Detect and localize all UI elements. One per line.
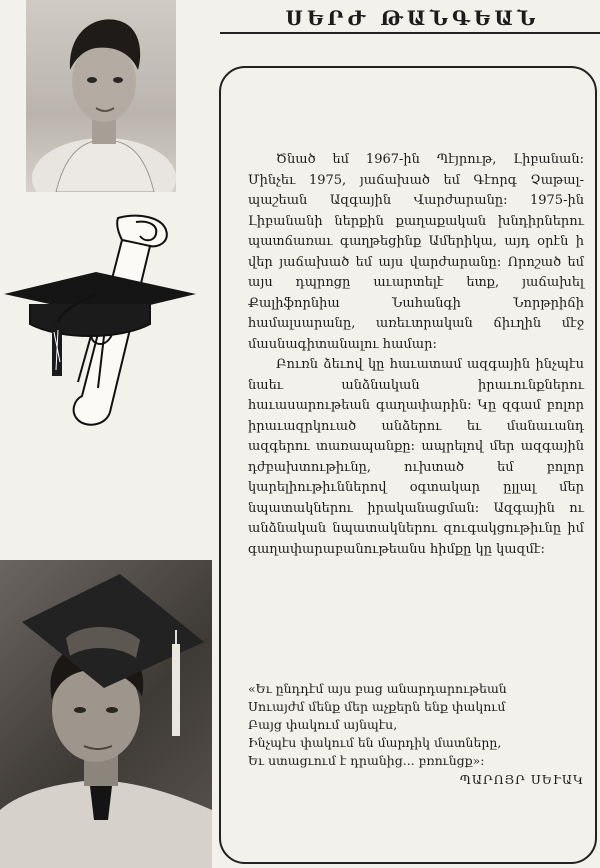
- poem-line: «Եւ ընդդէմ այս բաց անարդարութեան: [248, 681, 507, 696]
- poem-line: Բայց փակում այնպէս,: [248, 717, 398, 732]
- header-divider: [220, 32, 600, 34]
- graduation-portrait-photo: [0, 560, 212, 868]
- childhood-portrait-photo: [26, 0, 176, 192]
- page-title: ՍԵՐԺ ԹԱՆԳԵԱՆ: [285, 6, 540, 30]
- childhood-portrait-figure: [26, 0, 176, 192]
- bio-text: [248, 150, 584, 560]
- bio-paragraph: Բուռն ձեւով կը հաւատամ ազգային ինչպէս նաեւ անձնական իրաւունքներու հաւասարութեան գաղափարին: Կը զգամ բոլոր իրաւազրկուած անձերու եւ մանաւանդ ազգերու տառապանքը: ապրելով մեր ազգային դժբախտութիւնը, ուխտած եմ բոլոր կարելիութիւններով օգտակար ըլլալ մեր նպատակներու իրականացման: Ազգային ու անձնական նպատակներու զուգակցութիւնը իմ գաղափարաբանութեանս հիմքը կը կազմէ:: [248, 357, 584, 557]
- poem-author: ՊԱՐՈՅՐ ՍԵՒԱԿ: [459, 772, 584, 787]
- bio-paragraph: Ծնած եմ 1967-ին Պէյրութ, Լիբանան: Մինչեւ 1975, յաճախած եմ Գէորգ Չաթալ-պաշեան Ազգային Վարժարանը: 1975-ին Լիբանանի ներքին քաղաքական խնդիրներու պատճառաւ գաղթեցինք Ամերիկա, այդ օրէն ի վեր յաճախած եմ այս վարժարանը: Որոշած եմ այս դպրոցը աւարտելէ ետք, յաճախել Քալիֆորնիա Նահանգի Նորթրիճի համալսարանը, առեւտրական ճիւղին մէջ մասնագիտանալու համար:: [248, 152, 584, 352]
- poem-line: Եւ ստացւում է դրանից... բռունցք»:: [248, 753, 485, 768]
- graduation-portrait-figure: [0, 560, 212, 868]
- poem-line: Ինչպէս փակում են մարդիկ մատները,: [248, 735, 502, 750]
- poem-line: Սուայժմ մենք մեր աչքերն ենք փակում: [248, 699, 506, 714]
- poem-quote: [248, 680, 584, 789]
- graduation-cap-diploma-illustration: [0, 212, 210, 434]
